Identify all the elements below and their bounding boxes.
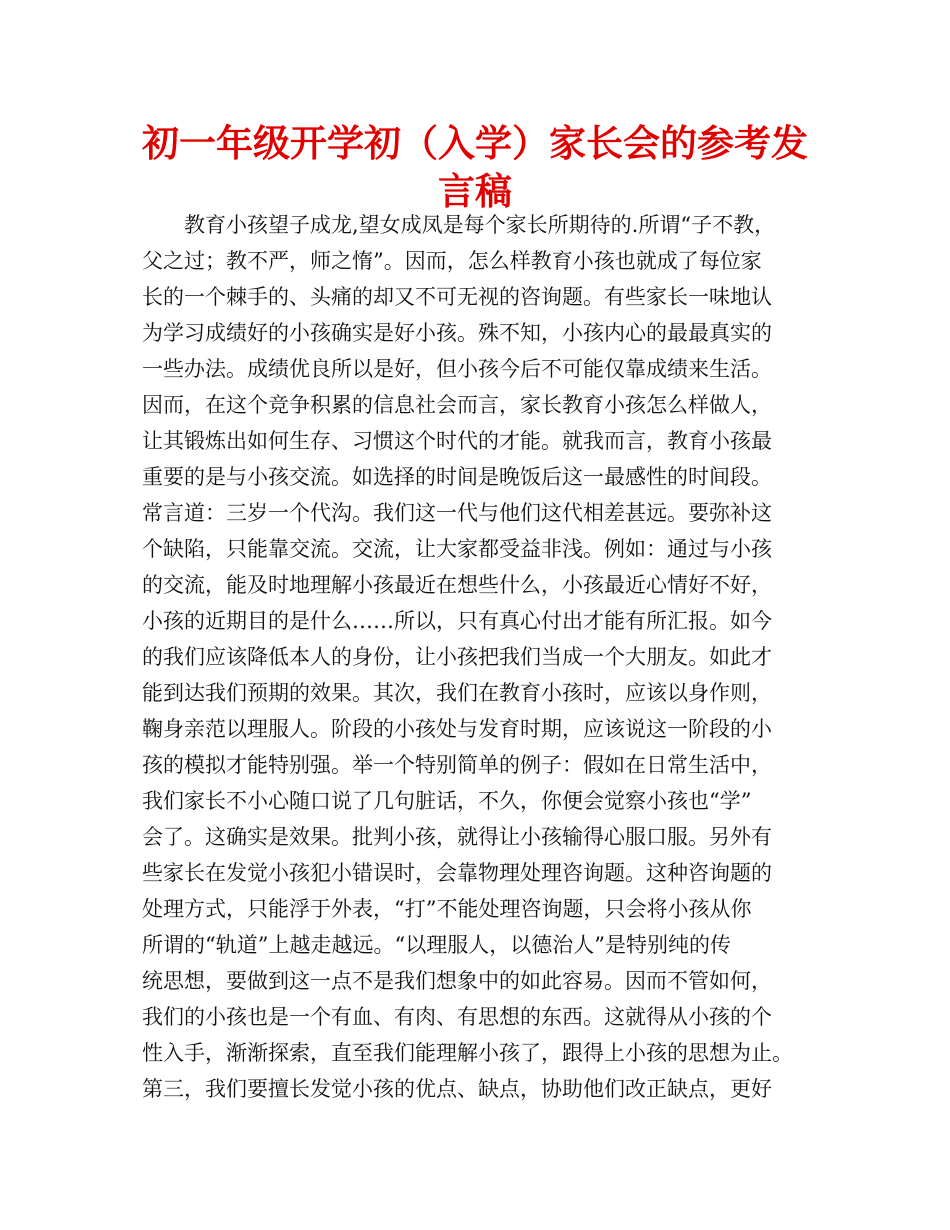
- document-body: [142, 207, 822, 1107]
- body-line: 鞠身亲范以理服人。阶段的小孩处与发育时期，应该说这一阶段的小: [142, 717, 772, 741]
- body-line: 因而，在这个竞争积累的信息社会而言，家长教育小孩怎么样做人，: [142, 393, 772, 417]
- body-line: 的我们应该降低本人的身份，让小孩把我们当成一个大朋友。如此才: [142, 645, 772, 669]
- body-line: 些家长在发觉小孩犯小错误时，会靠物理处理咨询题。这种咨询题的: [142, 861, 772, 885]
- body-line: 父之过；教不严，师之惰”。因而，怎么样教育小孩也就成了每位家: [142, 249, 762, 273]
- title-line-1: 初一年级开学初（入学）家长会的参考发: [142, 122, 808, 165]
- body-line: 我们家长不小心随口说了几句脏话，不久，你便会觉察小孩也“学”: [142, 789, 752, 813]
- document-title: [100, 120, 850, 216]
- body-line: 一些办法。成绩优良所以是好，但小孩今后不可能仅靠成绩来生活。: [142, 357, 772, 381]
- body-line: 小孩的近期目的是什么……所以，只有真心付出才能有所汇报。如今: [142, 609, 772, 633]
- body-line: 长的一个棘手的、头痛的却又不可无视的咨询题。有些家长一味地认: [142, 285, 772, 309]
- body-line: 让其锻炼出如何生存、习惯这个时代的才能。就我而言，教育小孩最: [142, 429, 772, 453]
- title-line-2: 言稿: [438, 170, 512, 213]
- body-line: 我们的小孩也是一个有血、有肉、有思想的东西。这就得从小孩的个: [142, 1005, 772, 1029]
- body-line: 的交流，能及时地理解小孩最近在想些什么，小孩最近心情好不好，: [142, 573, 772, 597]
- body-line: 第三，我们要擅长发觉小孩的优点、缺点，协助他们改正缺点，更好: [142, 1077, 772, 1101]
- body-line: 重要的是与小孩交流。如选择的时间是晚饭后这一最感性的时间段。: [142, 465, 772, 489]
- body-line: 处理方式，只能浮于外表，“打”不能处理咨询题，只会将小孩从你: [142, 897, 752, 921]
- body-line: 所谓的“轨道”上越走越远。“以理服人，以德治人”是特别纯的传: [142, 933, 731, 957]
- body-line: 个缺陷，只能靠交流。交流，让大家都受益非浅。例如：通过与小孩: [142, 537, 772, 561]
- body-line: 教育小孩望子成龙,望女成凤是每个家长所期待的.所谓“子不教，: [184, 213, 776, 237]
- body-line: 性入手，渐渐探索，直至我们能理解小孩了，跟得上小孩的思想为止。: [142, 1041, 793, 1065]
- body-line: 会了。这确实是效果。批判小孩，就得让小孩输得心服口服。另外有: [142, 825, 772, 849]
- body-line: 统思想，要做到这一点不是我们想象中的如此容易。因而不管如何，: [142, 969, 772, 993]
- body-line: 为学习成绩好的小孩确实是好小孩。殊不知，小孩内心的最最真实的: [142, 321, 772, 345]
- body-line: 能到达我们预期的效果。其次，我们在教育小孩时，应该以身作则，: [142, 681, 772, 705]
- body-line: 孩的模拟才能特别强。举一个特别简单的例子：假如在日常生活中，: [142, 753, 772, 777]
- body-line: 常言道：三岁一个代沟。我们这一代与他们这代相差甚远。要弥补这: [142, 501, 772, 525]
